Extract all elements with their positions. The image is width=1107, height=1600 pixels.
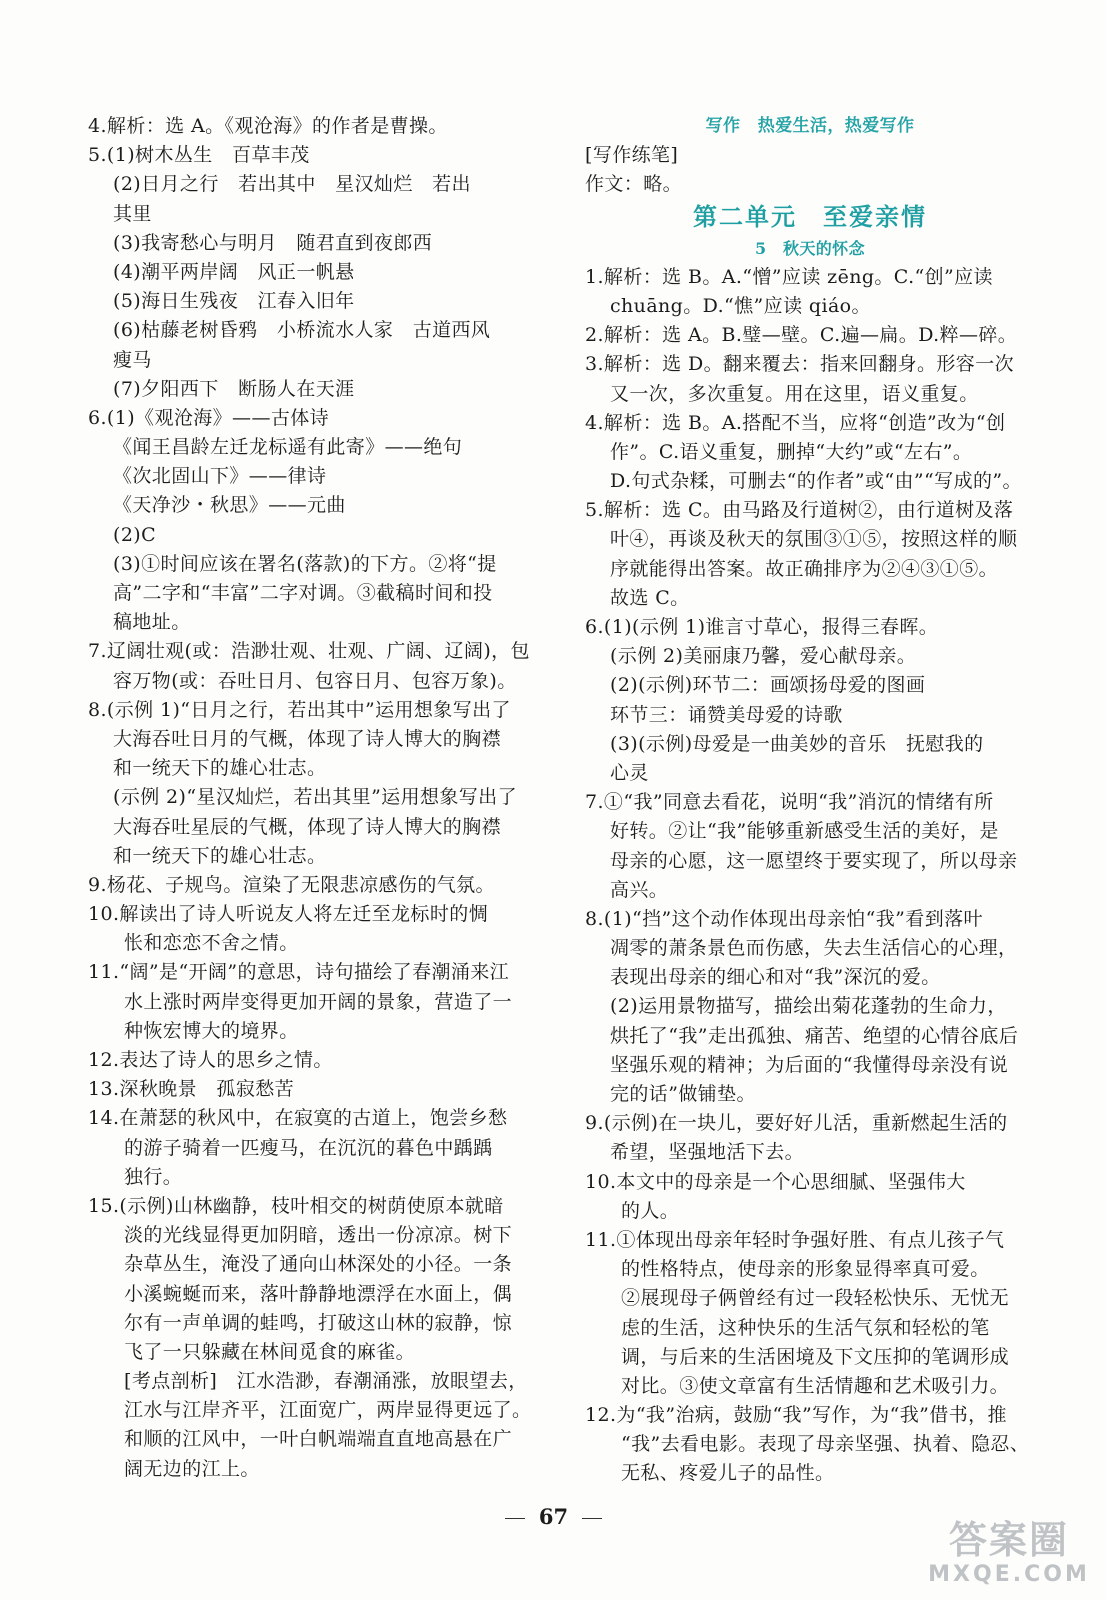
page-dash-left: [505, 1518, 525, 1519]
answer-line: 其里: [113, 202, 152, 225]
answer-line: [考点剖析] 江水浩渺，春潮涌涨，放眼望去，: [124, 1370, 528, 1393]
right-column: [585, 112, 1035, 1489]
answer-line: 11.“阔”是“开阔”的意思，诗句描绘了春潮涌来江: [88, 961, 510, 984]
answer-line: 的游子骑着一匹瘦马，在沉沉的暮色中踽踽: [124, 1136, 493, 1159]
answer-line: 和顺的江风中，一叶白帆端端直直地高悬在广: [124, 1428, 513, 1451]
answer-line: 6.(1)《观沧海》——古体诗: [88, 406, 330, 429]
answer-line: ②展现母子俩曾经有过一段轻松快乐、无忧无: [621, 1287, 1010, 1310]
answer-line: 大海吞吐星辰的气概，体现了诗人博大的胸襟: [113, 815, 502, 838]
answer-line: 怅和恋恋不舍之情。: [124, 932, 299, 955]
answer-line: 和一统天下的雄心壮志。: [113, 844, 327, 867]
answer-line: (3)我寄愁心与明月 随君直到夜郎西: [113, 231, 433, 254]
answer-line: 环节三：诵赞美母爱的诗歌: [610, 703, 843, 726]
answer-line: 3.解析：选 D。翻来覆去：指来回翻身。形容一次: [585, 353, 1015, 376]
writing-section-title: 写作 热爱生活，热爱写作: [705, 116, 915, 136]
answer-line: 高兴。: [610, 878, 669, 901]
answer-line: 7.辽阔壮观(或：浩渺壮观、壮观、广阔、辽阔)，包: [88, 640, 530, 663]
answer-line: 坚强乐观的精神；为后面的“我懂得母亲没有说: [610, 1053, 1009, 1076]
watermark-bottom: MXQE.COM: [928, 1562, 1090, 1587]
answer-line: 母亲的心愿，这一愿望终于要实现了，所以母亲: [610, 849, 1018, 872]
answer-line: 9.(示例)在一块儿，要好好儿活，重新燃起生活的: [585, 1112, 1008, 1135]
answer-line: 5.解析：选 C。由马路及行道树②，由行道树及落: [585, 499, 1014, 522]
answer-line: D.句式杂糅，可删去“的作者”或“由”“写成的”。: [610, 470, 1022, 493]
answer-line: 14.在萧瑟的秋风中，在寂寞的古道上，饱尝乡愁: [88, 1107, 508, 1130]
answer-line: chuāng。D.“憔”应读 qiáo。: [610, 294, 871, 317]
answer-line: 表现出母亲的细心和对“我”深沉的爱。: [610, 966, 941, 989]
answer-line: 独行。: [124, 1165, 183, 1188]
answer-line: 容万物(或：吞吐日月、包容日月、包容万象)。: [113, 669, 517, 692]
answer-line: (2)日月之行 若出其中 星汉灿烂 若出: [113, 173, 471, 196]
answer-line: 凋零的萧条景色而伤感，失去生活信心的心理，: [610, 937, 1018, 960]
answer-line: “我”去看电影。表现了母亲坚强、执着、隐忍、: [621, 1433, 1030, 1456]
answer-line: 4.解析：选 B。A.搭配不当，应将“创造”改为“创: [585, 411, 1006, 434]
answer-line: 12.表达了诗人的思乡之情。: [88, 1049, 333, 1071]
answer-line: 4.解析：选 A。《观沧海》的作者是曹操。: [88, 115, 448, 137]
answer-line: (4)潮平两岸阔 风正一帆悬: [113, 260, 355, 283]
answer-line: 好转。②让“我”能够重新感受生活的美好，是: [610, 820, 999, 843]
answer-line: (2)C: [113, 523, 157, 546]
answer-line: 高”二字和“丰富”二字对调。③截稿时间和投: [113, 582, 493, 604]
answer-line: 调，与后来的生活困境及下文压抑的笔调形成: [621, 1345, 1010, 1368]
answer-line: 对比。③使文章富有生活情趣和艺术吸引力。: [621, 1374, 1010, 1397]
answer-line: 8.(1)“挡”这个动作体现出母亲怕“我”看到落叶: [585, 907, 983, 930]
answer-line: 《天净沙・秋思》——元曲: [113, 494, 346, 517]
answer-line: 故选 C。: [610, 586, 690, 609]
answer-line: 小溪蜿蜒而来，落叶静静地漂浮在水面上，偶: [124, 1282, 513, 1305]
answer-line: 尔有一声单调的蛙鸣，打破这山林的寂静，惊: [124, 1311, 513, 1334]
answer-line: 江水与江岸齐平，江面宽广，两岸显得更远了。: [124, 1399, 532, 1422]
right-answer-lines: [585, 263, 1035, 1489]
practice-answer: 作文：略。: [585, 173, 683, 196]
answer-line: 《闻王昌龄左迁龙标遥有此寄》——绝句: [113, 436, 463, 459]
answer-line: 的人。: [621, 1199, 680, 1222]
unit-title: 第二单元 至爱亲情: [693, 201, 927, 231]
answer-line: 种恢宏博大的境界。: [124, 1019, 299, 1042]
practice-label: [写作练笔]: [585, 144, 679, 167]
answer-line: 10.本文中的母亲是一个心思细腻、坚强伟大: [585, 1170, 966, 1193]
answer-line: 序就能得出答案。故正确排序为②④③①⑤。: [610, 557, 999, 580]
watermark-logo: [919, 1518, 1099, 1596]
watermark-top: 答案圈: [948, 1518, 1069, 1562]
page-number: 67: [538, 1504, 569, 1529]
answer-line: 12.为“我”治病，鼓励“我”写作，为“我”借书，推: [585, 1404, 1007, 1427]
answer-line: 和一统天下的雄心壮志。: [113, 757, 327, 780]
answer-line: 无私、疼爱儿子的品性。: [621, 1462, 835, 1485]
answer-line: 虑的生活，这种快乐的生活气氛和轻松的笔: [621, 1316, 990, 1339]
answer-line: 10.解读出了诗人听说友人将左迁至龙标时的惆: [88, 903, 489, 926]
answer-line: 8.(示例 1)“日月之行，若出其中”运用想象写出了: [88, 698, 511, 721]
answer-line: 11.①体现出母亲年轻时争强好胜、有点儿孩子气: [585, 1228, 1005, 1251]
answer-line: (示例 2)美丽康乃馨，爱心献母亲。: [610, 645, 917, 668]
answer-line: 完的话”做铺垫。: [610, 1083, 756, 1105]
answer-line: 作”。C.语义重复，删掉“大约”或“左右”。: [610, 440, 973, 463]
page-dash-right: [582, 1518, 602, 1519]
answer-line: 阔无边的江上。: [124, 1457, 260, 1480]
answer-line: (5)海日生残夜 江春入旧年: [113, 290, 355, 313]
answer-line: 希望，坚强地活下去。: [610, 1141, 805, 1164]
answer-line: 《次北固山下》——律诗: [113, 465, 327, 488]
answer-line: 大海吞吐日月的气概，体现了诗人博大的胸襟: [113, 727, 502, 750]
lesson-title: 5 秋天的怀念: [755, 238, 865, 258]
answer-line: (7)夕阳西下 断肠人在天涯: [113, 377, 355, 400]
answer-line: 7.①“我”同意去看花，说明“我”消沉的情绪有所: [585, 791, 994, 814]
answer-line: 6.(1)(示例 1)谁言寸草心，报得三春晖。: [585, 616, 939, 638]
answer-line: (3)(示例)母爱是一曲美妙的音乐 抚慰我的: [610, 732, 984, 755]
left-column: [88, 112, 556, 1484]
answer-line: 水上涨时两岸变得更加开阔的景象，营造了一: [124, 990, 513, 1013]
answer-line: 13.深秋晚景 孤寂愁苦: [88, 1078, 295, 1101]
answer-line: 15.(示例)山林幽静，枝叶相交的树荫使原本就暗: [88, 1194, 504, 1217]
answer-line: (2)运用景物描写，描绘出菊花蓬勃的生命力，: [610, 995, 1007, 1018]
answer-line: 杂草丛生，淹没了通向山林深处的小径。一条: [124, 1253, 513, 1276]
answer-line: 2.解析：选 A。B.璧—壁。C.遍—扁。D.粹—碎。: [585, 324, 1018, 347]
answer-line: (2)(示例)环节二：画颂扬母爱的图画: [610, 674, 926, 697]
answer-line: 稿地址。: [113, 611, 191, 634]
answer-line: 9.杨花、子规鸟。渲染了无限悲凉感伤的气氛。: [88, 873, 495, 896]
answer-line: 1.解析：选 B。A.“憎”应读 zēng。C.“创”应读: [585, 265, 993, 288]
answer-line: 5.(1)树木丛生 百草丰茂: [88, 144, 310, 167]
answer-line: (示例 2)“星汉灿烂，若出其里”运用想象写出了: [113, 786, 517, 809]
answer-line: 心灵: [610, 761, 649, 784]
answer-line: 叶④，再谈及秋天的氛围③①⑤，按照这样的顺: [610, 528, 1018, 551]
answer-line: 瘦马: [113, 348, 152, 371]
answer-line: 飞了一只躲藏在林间觅食的麻雀。: [124, 1340, 416, 1363]
answer-line: (6)枯藤老树昏鸦 小桥流水人家 古道西风: [113, 319, 491, 342]
answer-line: 淡的光线显得更加阴暗，透出一份凉凉。树下: [124, 1224, 513, 1247]
answer-line: (3)①时间应该在署名(落款)的下方。②将“提: [113, 552, 497, 575]
answer-line: 烘托了“我”走出孤独、痛苦、绝望的心情谷底后: [610, 1024, 1019, 1047]
answer-line: 的性格特点，使母亲的形象显得率真可爱。: [621, 1258, 990, 1281]
answer-line: 又一次，多次重复。用在这里，语义重复。: [610, 382, 979, 405]
